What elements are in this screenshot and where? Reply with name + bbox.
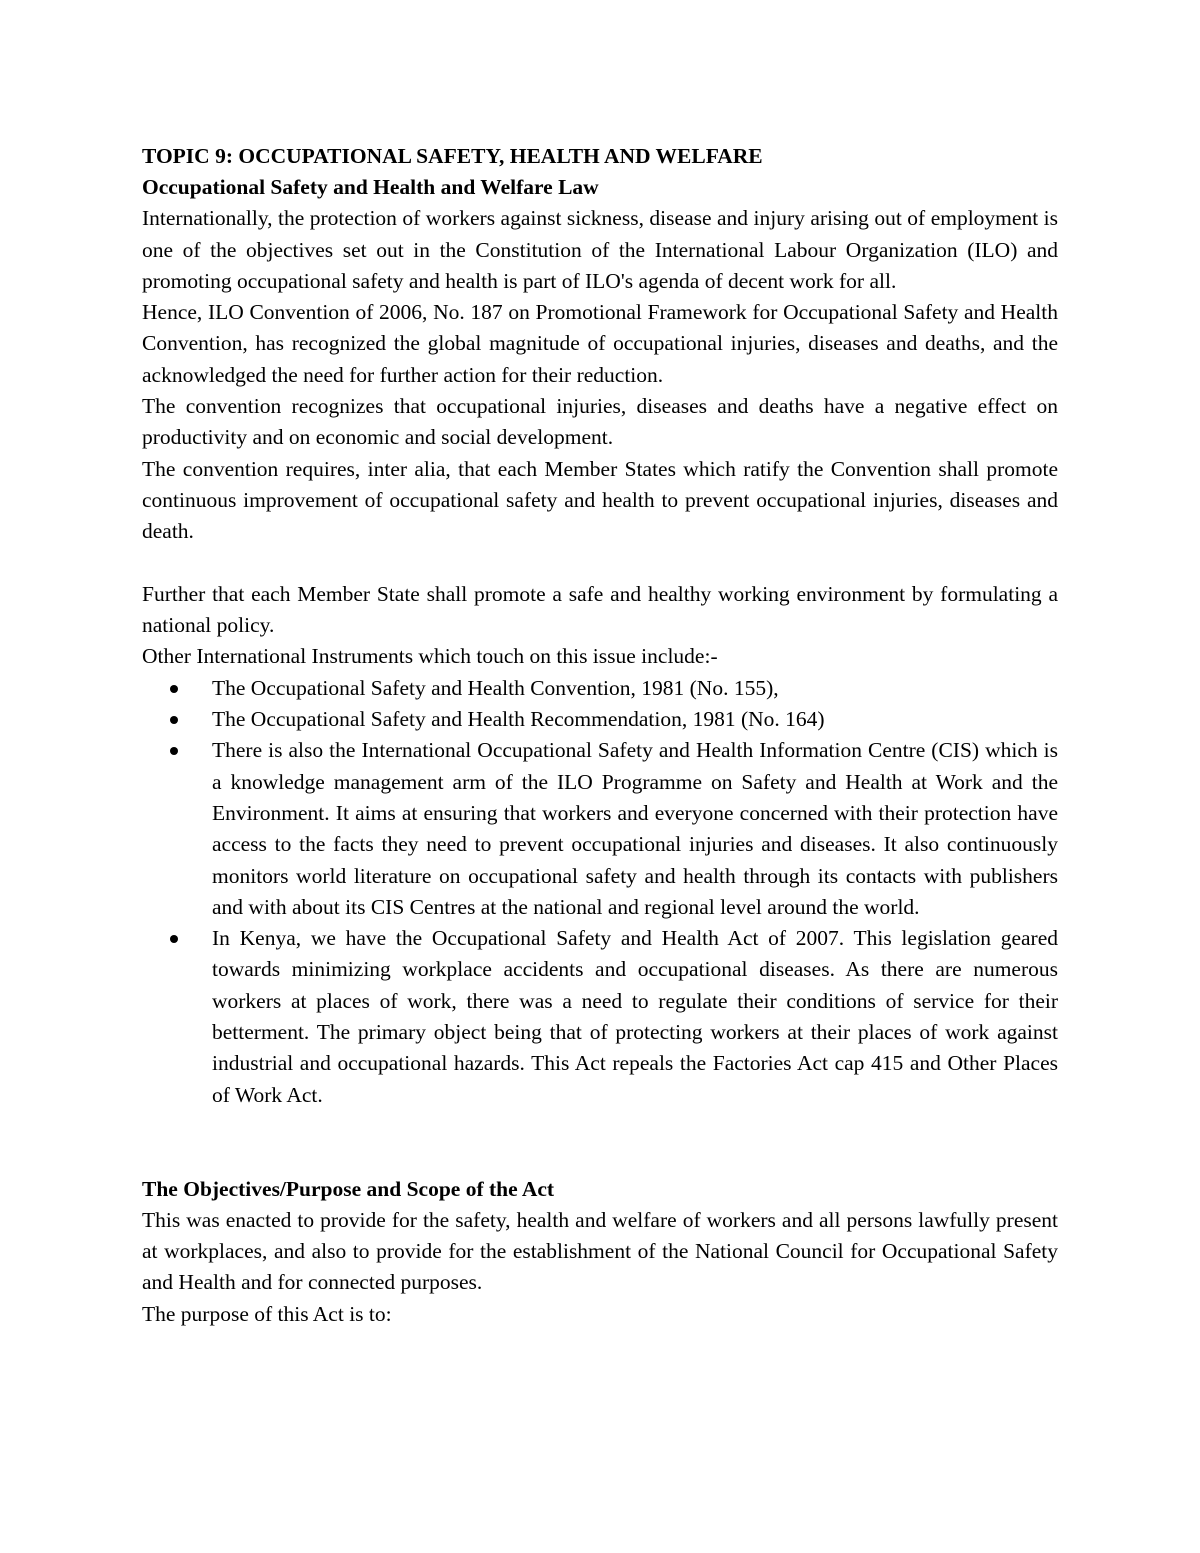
list-item-text: In Kenya, we have the Occupational Safety and Health Act of 2007. This legislation geared towards minimizing workplace accidents and occupational diseases. As there are numerous workers at places of work, there was a need to regulate their conditions of service for their betterment. The primary object being that of protecting workers at their places of work against industrial and occupational hazards. This Act repeals the Factories Act cap 415 and Other Places of Work Act.	[212, 926, 1058, 1107]
paragraph-ilo-convention: Hence, ILO Convention of 2006, No. 187 on Promotional Framework for Occupational Safety and Health Convention, has recognized the global magnitude of occupational injuries, diseases and deaths, and the acknowledged the need for further action for their reduction.	[142, 300, 1058, 387]
paragraph-further: Further that each Member State shall promote a safe and healthy working environment by formulating a national policy.	[142, 581, 1058, 638]
list-item-text: The Occupational Safety and Health Recommendation, 1981 (No. 164)	[212, 707, 825, 732]
paragraph-other-instruments: Other International Instruments which touch on this issue include:-	[142, 644, 718, 669]
list-item	[212, 923, 1058, 1111]
paragraph-enacted: This was enacted to provide for the safety, health and welfare of workers and all persons lawfully present at workplaces, and also to provide for the establishment of the National Council for Occupational Safety and Health and for connected purposes.	[142, 1207, 1058, 1295]
bullet-icon	[170, 685, 178, 693]
list-item	[212, 673, 1058, 704]
paragraph-convention-requires: The convention requires, inter alia, that each Member States which ratify the Convention shall promote continuous improvement of occupational safety and health to prevent occupational injuries, diseases and death.	[142, 456, 1058, 544]
paragraph-convention-recognizes: The convention recognizes that occupational injuries, diseases and deaths have a negative effect on productivity and on economic and social development.	[142, 394, 1058, 450]
instruments-list	[142, 673, 1058, 1111]
document-body	[142, 140, 1058, 1330]
bullet-icon	[170, 716, 178, 724]
paragraph-purpose: The purpose of this Act is to:	[142, 1301, 392, 1326]
bullet-icon	[170, 935, 178, 943]
blank-line	[142, 1111, 1058, 1174]
list-item	[212, 735, 1058, 923]
list-item-text: The Occupational Safety and Health Convention, 1981 (No. 155),	[212, 675, 779, 700]
list-item	[212, 704, 1058, 735]
list-item-text: There is also the International Occupational Safety and Health Information Centre (CIS) which is a knowledge management arm of the ILO Programme on Safety and Health at Work and the Environment. It aims at ensuring that workers and everyone concerned with their protection have access to the facts they need to prevent occupational injuries and diseases. It also continuously monitors world literature on occupational safety and health through its contacts with publishers and with about its CIS Centres at the national and regional level around the world.	[212, 738, 1058, 919]
topic-title: TOPIC 9: OCCUPATIONAL SAFETY, HEALTH AND WELFARE	[142, 144, 763, 168]
paragraph-internationally: Internationally, the protection of workers against sickness, disease and injury arising out of employment is one of the objectives set out in the Constitution of the International Labour Organization (ILO) and promoting occupational safety and health is part of ILO's agenda of decent work for all.	[142, 206, 1058, 293]
section-heading-law: Occupational Safety and Health and Welfare Law	[142, 175, 599, 199]
bullet-icon	[170, 747, 178, 755]
blank-line	[142, 548, 1058, 579]
section-heading-objectives: The Objectives/Purpose and Scope of the Act	[142, 1176, 555, 1201]
